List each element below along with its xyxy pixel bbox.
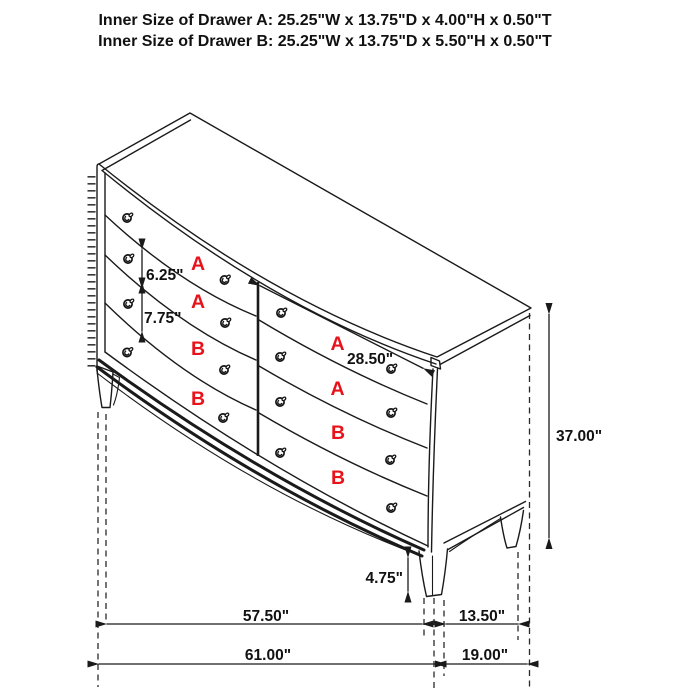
dimension-overall-width: 61.00"	[244, 647, 292, 664]
drawer-knob	[220, 275, 231, 285]
drawer-label-left-1: A	[190, 253, 206, 275]
dimension-section-width: 28.50"	[347, 351, 394, 368]
back-right-leg	[501, 511, 524, 549]
drawer-knob	[276, 352, 287, 362]
drawer-label-right-2: A	[330, 378, 345, 400]
drawer-label-right-4: B	[330, 467, 346, 489]
drawer-knob	[124, 254, 135, 264]
header-line-1: Inner Size of Drawer A: 25.25"W x 13.75"D x 4.00"H x 0.50"T	[98, 12, 552, 29]
drawer-knob	[220, 365, 231, 375]
dimension-overall-height: 37.00"	[556, 428, 603, 445]
drawer-knob	[276, 448, 287, 458]
dimension-drawer-b-height: 7.75"	[144, 310, 182, 327]
drawer-label-left-4: B	[190, 388, 206, 410]
dimension-depth-between-legs: 13.50"	[458, 608, 506, 625]
drawer-knob	[277, 308, 288, 318]
dimension-drawer-a-height: 6.25"	[146, 267, 184, 284]
drawer-knob	[386, 455, 397, 465]
drawer-knob	[387, 503, 398, 513]
dimension-width-between-legs: 57.50"	[242, 608, 290, 625]
dresser-line-art	[97, 113, 531, 597]
drawer-knob	[387, 408, 398, 418]
drawer-knob	[123, 213, 134, 223]
drawer-knob	[124, 299, 135, 309]
dimension-overall-depth: 19.00"	[461, 647, 509, 664]
dimension-labels	[144, 267, 602, 664]
dimension-leg-height: 4.75"	[365, 570, 403, 587]
drawer-label-left-2: A	[190, 291, 206, 313]
header-line-2: Inner Size of Drawer B: 25.25"W x 13.75"D x 5.50"H x 0.50"T	[98, 33, 552, 50]
drawer-knob	[219, 413, 230, 423]
drawer-knob	[276, 397, 287, 407]
drawer-label-left-3: B	[190, 338, 206, 360]
drawer-label-right-1: A	[330, 333, 345, 355]
drawer-label-right-3: B	[330, 422, 346, 444]
drawer-knob	[123, 347, 134, 357]
drawer-knob	[221, 318, 232, 328]
